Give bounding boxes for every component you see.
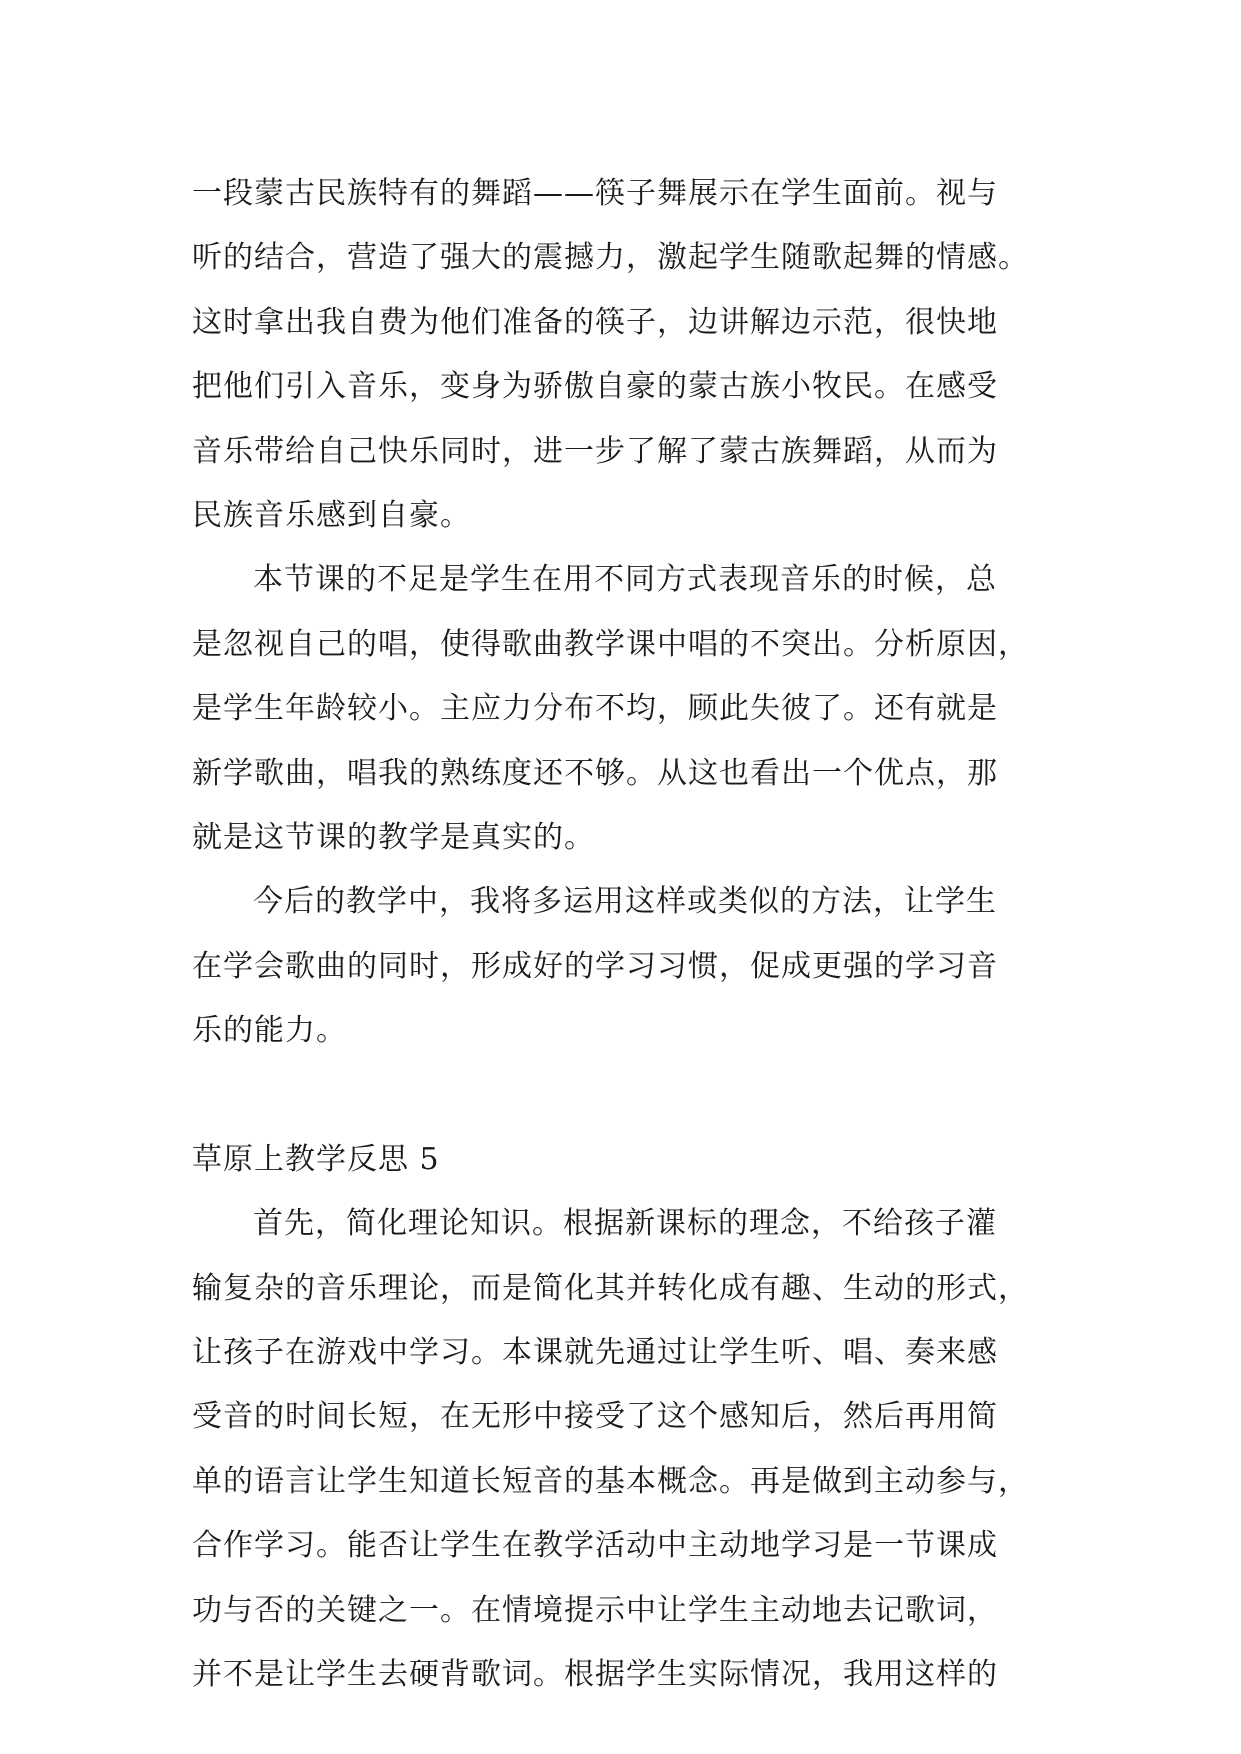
paragraph-section-5 (192, 1192, 1054, 1707)
text-line: 让孩子在游戏中学习。本课就先通过让学生听、唱、奏来感 (192, 1335, 998, 1371)
text-line: 乐的能力。 (192, 1013, 347, 1049)
paragraph-future (192, 870, 1054, 1063)
text-line: 受音的时间长短，在无形中接受了这个感知后，然后再用简 (192, 1399, 998, 1435)
text-line: 是学生年龄较小。主应力分布不均，顾此失彼了。还有就是 (192, 691, 998, 727)
paragraph-continued (192, 162, 1054, 548)
text-line: 今后的教学中，我将多运用这样或类似的方法，让学生 (253, 884, 997, 920)
text-line: 一段蒙古民族特有的舞蹈——筷子舞展示在学生面前。视与 (192, 176, 998, 211)
section-heading: 草原上教学反思 5 (192, 1141, 440, 1177)
text-line: 单的语言让学生知道长短音的基本概念。再是做到主动参与， (192, 1463, 1029, 1499)
text-line: 把他们引入音乐，变身为骄傲自豪的蒙古族小牧民。在感受 (192, 369, 998, 405)
text-line: 新学歌曲，唱我的熟练度还不够。从这也看出一个优点，那 (192, 755, 998, 791)
text-line: 在学会歌曲的同时，形成好的学习习惯，促成更强的学习音 (192, 948, 998, 984)
text-line: 功与否的关键之一。在情境提示中让学生主动地去记歌词， (192, 1592, 998, 1628)
text-line: 本节课的不足是学生在用不同方式表现音乐的时候，总 (253, 562, 997, 598)
text-line: 首先，简化理论知识。根据新课标的理念，不给孩子灌 (253, 1206, 997, 1242)
text-line: 合作学习。能否让学生在教学活动中主动地学习是一节课成 (192, 1528, 998, 1564)
text-line: 民族音乐感到自豪。 (192, 497, 471, 533)
text-line: 这时拿出我自费为他们准备的筷子，边讲解边示范，很快地 (192, 304, 998, 340)
paragraph-shortcomings (192, 548, 1054, 870)
text-line: 并不是让学生去硬背歌词。根据学生实际情况，我用这样的 (192, 1656, 998, 1692)
document-page (192, 162, 1054, 1707)
text-line: 听的结合，营造了强大的震撼力，激起学生随歌起舞的情感。 (192, 240, 1029, 276)
text-line: 音乐带给自己快乐同时，进一步了解了蒙古族舞蹈，从而为 (192, 433, 998, 469)
text-line: 就是这节课的教学是真实的。 (192, 819, 595, 855)
text-line: 输复杂的音乐理论，而是简化其并转化成有趣、生动的形式， (192, 1270, 1029, 1306)
text-line: 是忽视自己的唱，使得歌曲教学课中唱的不突出。分析原因， (192, 626, 1029, 662)
blank-line (192, 1063, 1054, 1127)
